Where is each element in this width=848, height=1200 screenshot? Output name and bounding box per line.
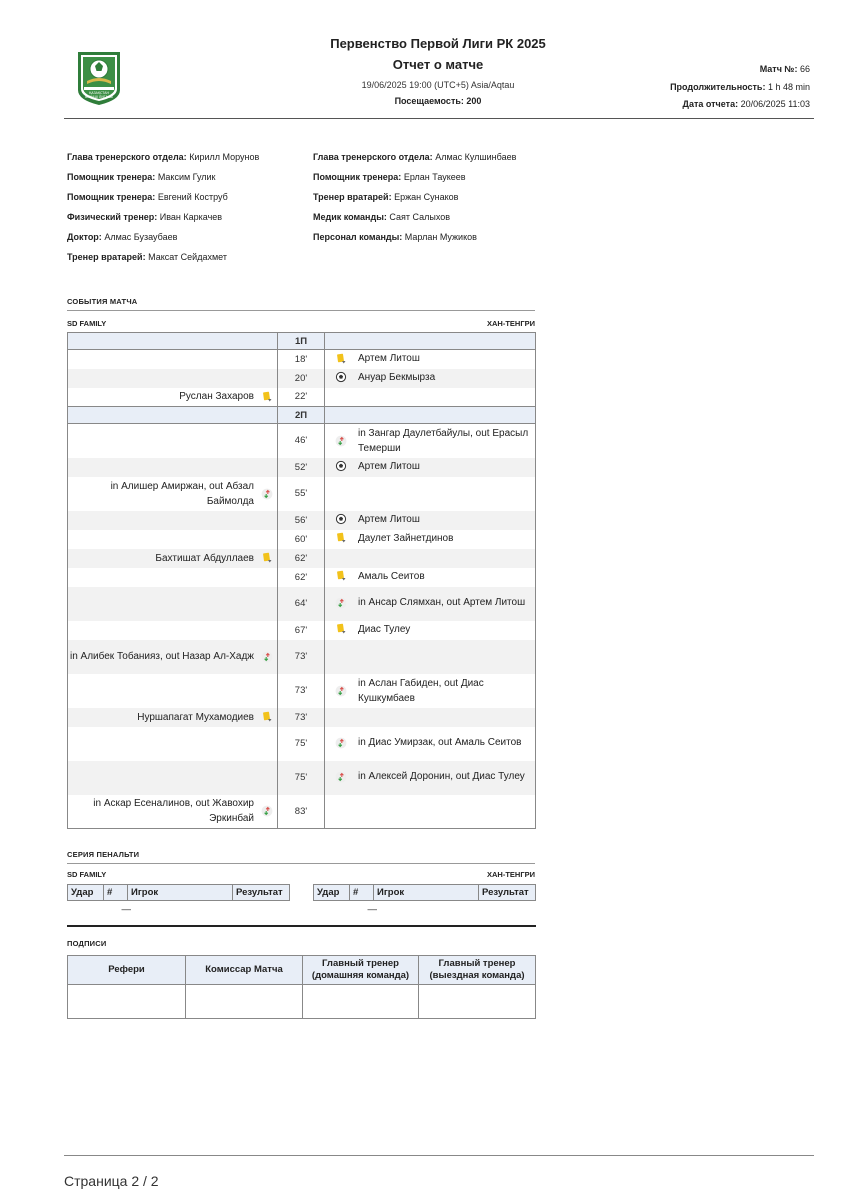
event-goal: [329, 370, 535, 385]
event-minute: 46': [278, 424, 325, 458]
attendance-label: Посещаемость:: [394, 96, 464, 106]
staff-name: Алмас Бузаубаев: [104, 232, 178, 242]
staff-role: Тренер вратарей:: [67, 252, 146, 262]
staff-entry: [67, 212, 222, 222]
event-minute: 56': [278, 511, 325, 530]
event-row: [68, 674, 536, 708]
event-minute: 20': [278, 369, 325, 388]
events-section-title: СОБЫТИЯ МАТЧА: [67, 297, 138, 306]
sig-col-referee: Рефери: [68, 956, 186, 985]
period-header-row: [68, 333, 536, 350]
event-player: Артем Литош: [358, 513, 420, 525]
penalties-away-team: ХАН-ТЕНГРИ: [487, 870, 535, 879]
event-row: [68, 640, 536, 674]
staff-role: Персонал команды:: [313, 232, 403, 242]
event-minute: 73': [278, 674, 325, 708]
staff-entry: [313, 212, 450, 222]
event-sub: [68, 479, 273, 509]
pen-home-empty: —: [121, 904, 131, 916]
yellow-card-icon: [335, 532, 347, 544]
signatures-table: [67, 955, 536, 1019]
penalties-home-team: SD FAMILY: [67, 870, 107, 879]
event-player: in Алишер Амиржан, out Абзал Баймолда: [110, 480, 254, 507]
event-goal: [329, 512, 535, 527]
event-minute: 18': [278, 350, 325, 369]
match-number-value: 66: [799, 64, 810, 74]
penalties-bottom-rule: [67, 925, 536, 927]
sig-cell-away-coach: [419, 985, 536, 1019]
event-yellow: [329, 531, 535, 546]
staff-entry: [313, 172, 466, 182]
event-player: Бахтишат Абдуллаев: [155, 552, 254, 564]
event-minute: 67': [278, 621, 325, 640]
sig-col-home-coach: Главный тренер (домашняя команда): [303, 956, 419, 985]
pen-col-player: Игрок: [374, 885, 479, 901]
event-player: in Алибек Тобанияз, out Назар Ал-Хадж: [69, 651, 254, 662]
staff-role: Глава тренерского отдела:: [67, 152, 187, 162]
pen-col-number: #: [350, 885, 374, 901]
events-home-team: SD FAMILY: [67, 319, 107, 328]
staff-name: Ержан Сунаков: [394, 192, 459, 202]
event-player: in Диас Умирзак, out Амаль Сеитов: [358, 737, 522, 749]
event-player: Артем Литош: [358, 460, 420, 472]
yellow-card-icon: [261, 391, 273, 403]
event-minute: 62': [278, 568, 325, 587]
pen-col-result: Результат: [233, 885, 290, 901]
event-sub: [329, 426, 535, 456]
event-minute: 75': [278, 761, 325, 795]
staff-name: Максат Сейдахмет: [148, 252, 227, 262]
staff-role: Помощник тренера:: [67, 172, 156, 182]
event-minute: 73': [278, 708, 325, 727]
sig-cell-commissioner: [186, 985, 303, 1019]
penalties-home-table: [67, 884, 290, 919]
staff-name: Саят Салыхов: [389, 212, 451, 222]
event-minute: 22': [278, 388, 325, 407]
event-player: Диас Тулеу: [358, 623, 411, 635]
substitution-icon: [335, 737, 347, 749]
event-minute: 52': [278, 458, 325, 477]
event-player: Артем Литош: [358, 353, 420, 364]
pen-col-result: Результат: [479, 885, 536, 901]
event-player: in Ансар Слямхан, out Артем Литош: [358, 597, 526, 609]
events-section-divider: [67, 310, 535, 311]
staff-name: Алмас Кулшинбаев: [435, 152, 517, 162]
attendance-value: 200: [466, 96, 482, 106]
report-date-label: Дата отчета:: [682, 99, 739, 109]
staff-entry: [67, 232, 177, 242]
event-row: [68, 795, 536, 829]
match-number-label: Матч №:: [759, 64, 798, 74]
staff-role: Физический тренер:: [67, 212, 158, 222]
yellow-card-icon: [335, 623, 347, 635]
staff-entry: [313, 152, 516, 162]
event-player: in Алексей Доронин, out Диас Тулеу: [358, 771, 525, 783]
event-row: [68, 549, 536, 568]
yellow-card-icon: [261, 552, 273, 564]
substitution-icon: [261, 488, 273, 500]
event-sub: [329, 769, 535, 784]
event-row: [68, 761, 536, 795]
staff-entry: [67, 252, 227, 262]
substitution-icon: [335, 685, 347, 697]
ball-icon: [335, 371, 347, 383]
event-row: [68, 568, 536, 587]
event-sub: [329, 676, 535, 706]
event-yellow: [68, 551, 273, 566]
penalties-section-title: СЕРИЯ ПЕНАЛЬТИ: [67, 850, 140, 859]
event-yellow: [329, 622, 535, 637]
event-row: [68, 369, 536, 388]
staff-name: Иван Каркачев: [159, 212, 223, 222]
match-datetime: 19/06/2025 19:00 (UTC+5) Asia/Aqtau: [361, 80, 515, 90]
staff-role: Глава тренерского отдела:: [313, 152, 433, 162]
match-number: [760, 64, 810, 74]
event-yellow: [329, 351, 535, 366]
event-player: in Зангар Даулетбайулы, out Ерасыл Темерши: [358, 427, 529, 454]
sig-col-away-coach: Главный тренер (выездная команда): [419, 956, 536, 985]
event-minute: 55': [278, 477, 325, 511]
staff-entry: [67, 152, 259, 162]
report-title: Первенство Первой Лиги РК 2025: [330, 36, 546, 51]
header-divider: [64, 118, 814, 119]
period-label: 1П: [278, 333, 325, 350]
event-row: [68, 458, 536, 477]
yellow-card-icon: [261, 711, 273, 723]
substitution-icon: [261, 805, 273, 817]
staff-role: Тренер вратарей:: [313, 192, 392, 202]
yellow-card-icon: [335, 353, 347, 365]
duration-value: 1 h 48 min: [767, 82, 810, 92]
report-subtitle: Отчет о матче: [392, 57, 484, 72]
event-minute: 75': [278, 727, 325, 761]
staff-role: Медик команды:: [313, 212, 387, 222]
page-number: Страница 2 / 2: [64, 1173, 159, 1189]
event-sub: [329, 735, 535, 750]
penalties-away-table: [313, 884, 536, 919]
staff-name: Максим Гулик: [157, 172, 216, 182]
event-minute: 64': [278, 587, 325, 621]
period-header-row: [68, 407, 536, 424]
league-logo: [74, 50, 124, 107]
staff-role: Помощник тренера:: [67, 192, 156, 202]
event-sub: [329, 595, 535, 610]
period-label: 2П: [278, 407, 325, 424]
event-minute: 60': [278, 530, 325, 549]
penalties-section-divider: [67, 863, 535, 864]
event-row: [68, 727, 536, 761]
event-player: in Аслан Габиден, out Диас Кушкумбаев: [358, 677, 484, 704]
yellow-card-icon: [335, 570, 347, 582]
event-goal: [329, 459, 535, 474]
event-yellow: [329, 569, 535, 584]
substitution-icon: [261, 651, 273, 663]
event-row: [68, 477, 536, 511]
duration-label: Продолжительность:: [670, 82, 766, 92]
signatures-section-title: ПОДПИСИ: [67, 939, 107, 948]
pen-col-kick: Удар: [314, 885, 350, 901]
match-duration: [670, 82, 810, 92]
event-minute: 73': [278, 640, 325, 674]
event-row: [68, 708, 536, 727]
event-sub: [68, 649, 273, 664]
substitution-icon: [335, 435, 347, 447]
event-row: [68, 424, 536, 458]
event-row: [68, 511, 536, 530]
staff-entry: [313, 192, 458, 202]
event-minute: 62': [278, 549, 325, 568]
report-date: [683, 99, 810, 109]
event-yellow: [68, 710, 273, 725]
logo-text-2: БІРІНШІ ЛИГАСЫ: [85, 95, 113, 99]
pen-col-kick: Удар: [68, 885, 104, 901]
sig-cell-referee: [68, 985, 186, 1019]
ball-icon: [335, 513, 347, 525]
event-minute: 83': [278, 795, 325, 829]
event-player: Амаль Сеитов: [358, 570, 425, 582]
pen-away-empty: —: [367, 904, 377, 916]
events-away-team: ХАН-ТЕНГРИ: [487, 319, 535, 328]
sig-col-commissioner: Комиссар Матча: [186, 956, 303, 985]
footer-divider: [64, 1155, 814, 1156]
pen-col-number: #: [104, 885, 128, 901]
logo-text-1: ҚАЗАҚСТАН: [89, 91, 109, 95]
staff-role: Доктор:: [67, 232, 102, 242]
event-row: [68, 530, 536, 549]
staff-name: Кирилл Морунов: [189, 152, 260, 162]
attendance: [238, 96, 638, 106]
staff-name: Ерлан Таукеев: [403, 172, 466, 182]
staff-name: Марлан Мужиков: [404, 232, 477, 242]
event-player: Даулет Зайнетдинов: [358, 532, 454, 544]
event-sub: [68, 796, 273, 826]
pen-col-player: Игрок: [128, 885, 233, 901]
event-row: [68, 621, 536, 640]
substitution-icon: [335, 771, 347, 783]
substitution-icon: [335, 597, 347, 609]
event-player: in Аскар Есеналинов, out Жавохир Эркинбай: [93, 798, 254, 825]
staff-entry: [313, 232, 477, 242]
event-yellow: [68, 389, 273, 404]
event-player: Руслан Захаров: [179, 391, 254, 403]
event-player: Ануар Бекмырза: [358, 371, 436, 383]
sig-cell-home-coach: [303, 985, 419, 1019]
staff-role: Помощник тренера:: [313, 172, 402, 182]
event-row: [68, 388, 536, 407]
event-row: [68, 587, 536, 621]
ball-icon: [335, 460, 347, 472]
report-date-value: 20/06/2025 11:03: [740, 99, 810, 109]
event-row: [68, 350, 536, 369]
staff-entry: [67, 172, 215, 182]
event-player: Нуршапагат Мухамодиев: [137, 711, 254, 723]
staff-entry: [67, 192, 228, 202]
staff-name: Евгений Коструб: [157, 192, 228, 202]
match-events-table: [67, 332, 536, 829]
